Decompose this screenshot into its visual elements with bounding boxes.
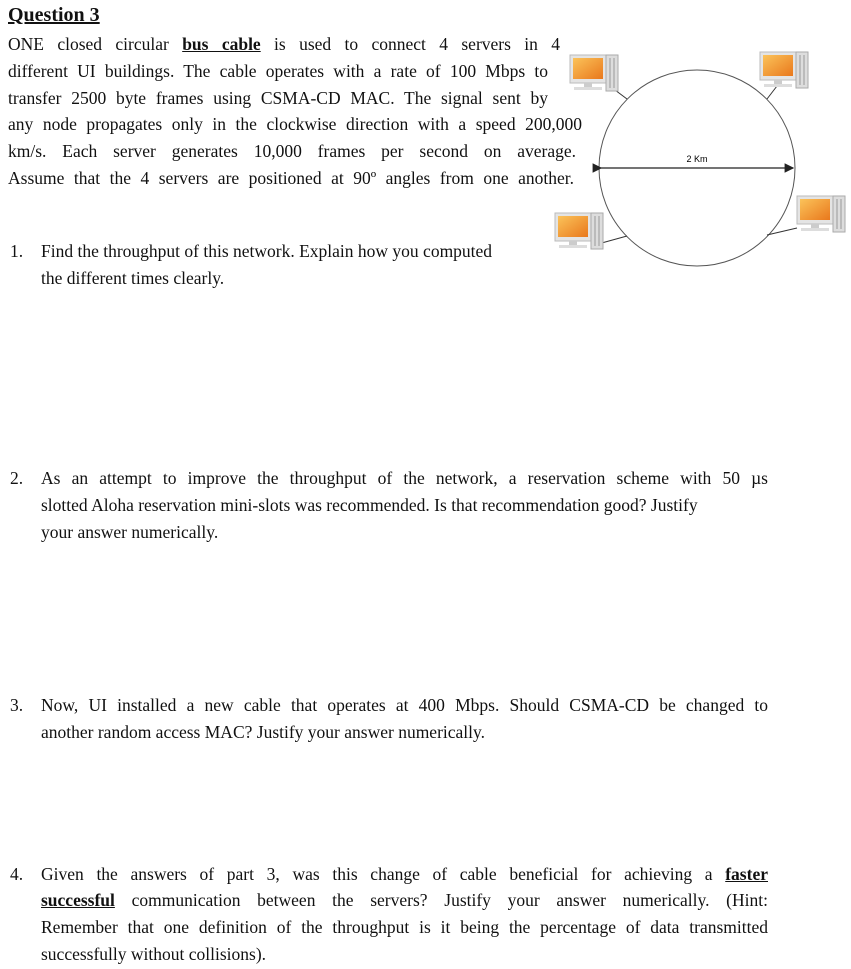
server-icon (555, 213, 603, 249)
intro-line: any node propagates only in the clockwise direction with a speed 200,000 (8, 114, 582, 134)
question-line: your answer numerically. (41, 522, 219, 542)
text: is used to connect 4 servers in 4 (260, 34, 560, 54)
question-line: successfully without collisions). (41, 944, 267, 964)
question-line: Find the throughput of this network. Explain how you computed (41, 241, 493, 261)
server-icon (760, 52, 808, 88)
bold-term: faster (725, 864, 768, 884)
question-line: As an attempt to improve the throughput of the network, a reservation scheme with 50 µs (41, 468, 768, 488)
bold-term: successful (41, 890, 115, 910)
question-line: slotted Aloha reservation mini-slots was recommended. Is that recommendation good? Justify (41, 495, 698, 515)
diameter-label: 2 Km (686, 154, 708, 164)
intro-line: different UI buildings. The cable operates with a rate of 100 Mbps to (8, 61, 548, 81)
question-line (41, 889, 768, 911)
intro-line: transfer 2500 byte frames using CSMA-CD MAC. The signal sent by (8, 88, 548, 108)
question-line (41, 863, 768, 885)
text: Given the answers of part 3, was this change of cable beneficial for achieving a (41, 864, 726, 884)
text: communication between the servers? Justify your answer numerically. (Hint: (114, 890, 768, 910)
question-number: 2. (10, 468, 24, 488)
question-line: another random access MAC? Justify your answer numerically. (41, 722, 486, 742)
server-icon (570, 55, 618, 91)
intro-line: km/s. Each server generates 10,000 frames per second on average. (8, 141, 576, 161)
text: ONE closed circular (8, 34, 183, 54)
question-line: Remember that one definition of the throughput is it being the percentage of data transmitted (41, 917, 768, 937)
question-number: 3. (10, 695, 24, 715)
question-line: Now, UI installed a new cable that operates at 400 Mbps. Should CSMA-CD be changed to (41, 695, 768, 715)
question-number: 4. (10, 864, 24, 884)
question-number: 1. (10, 241, 24, 261)
question-line: the different times clearly. (41, 268, 225, 288)
bold-term: bus cable (182, 34, 261, 54)
intro-line: Assume that the 4 servers are positioned at 90º angles from one another. (8, 168, 574, 188)
server-icon (797, 196, 845, 232)
question-title: Question 3 (8, 4, 100, 26)
